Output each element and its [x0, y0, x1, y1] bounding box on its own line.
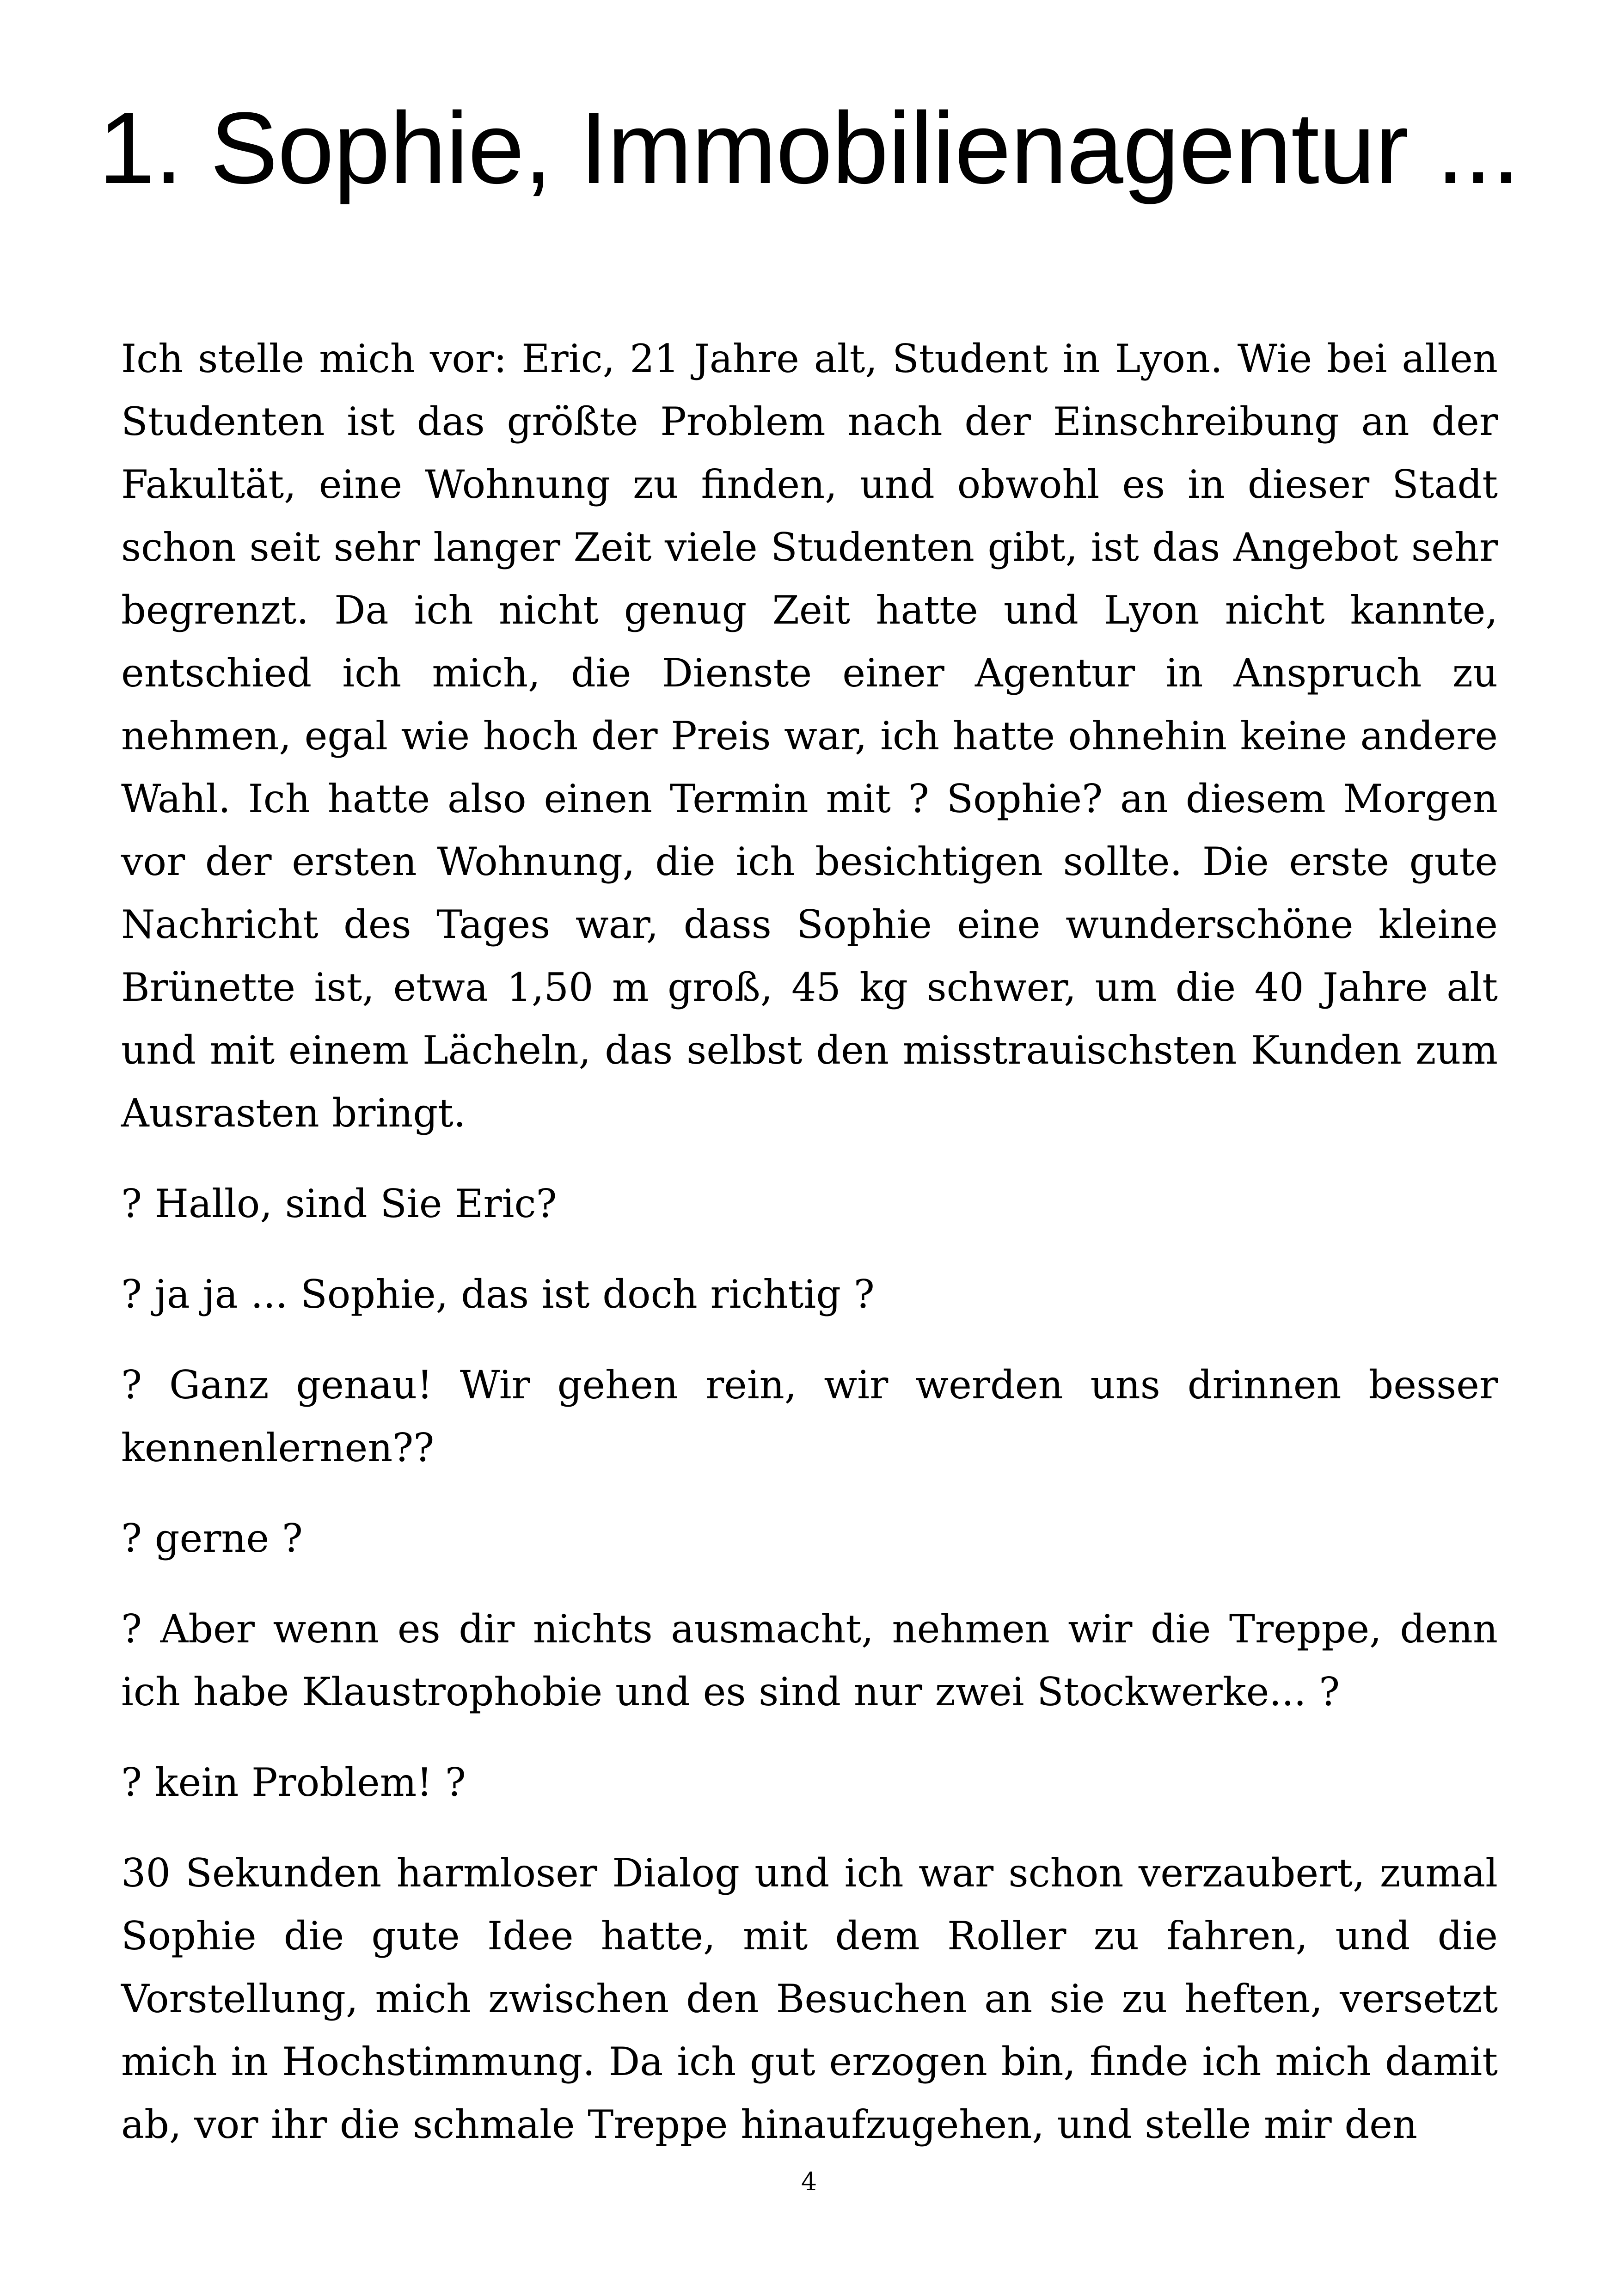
dialogue-line: ? kein Problem! ? — [121, 1760, 466, 1805]
body-text — [121, 327, 1498, 2184]
paragraph-intro: Ich stelle mich vor: Eric, 21 Jahre alt, Student in Lyon. Wie bei allen Studenten ist das größte Problem nach der Einschreibung an der Fakultät, eine Wohnung zu finden, und obwohl es in dieser Stadt schon seit sehr langer Zeit viele Studenten gibt, ist das Angebot sehr begrenzt. Da ich nicht genug Zeit hatte und Lyon nicht kannte, entschied ich mich, die Dienste einer Agentur in Anspruch zu nehmen, egal wie hoch der Preis war, ich hatte ohnehin keine andere Wahl. Ich hatte also einen Termin mit ? Sophie? an diesem Morgen vor der ersten Wohnung, die ich besichtigen sollte. Die erste gute Nachricht des Tages war, dass Sophie eine wunderschöne kleine Brünette ist, etwa 1,50 m groß, 45 kg schwer, um die 40 Jahre alt und mit einem Lächeln, das selbst den misstrauischsten Kunden zum Ausrasten bringt. — [121, 336, 1498, 1136]
dialogue-line: ? Hallo, sind Sie Eric? — [121, 1181, 557, 1226]
dialogue-line: ? Ganz genau! Wir gehen rein, wir werden uns drinnen besser kennenlernen?? — [121, 1362, 1498, 1470]
paragraph-continuation: 30 Sekunden harmloser Dialog und ich war schon verzaubert, zumal Sophie die gute Idee hatte, mit dem Roller zu fahren, und die Vorstellung, mich zwischen den Besuchen an sie zu heften, versetzt mich in Hochstimmung. Da ich gut erzogen bin, finde ich mich damit ab, vor ihr die schmale Treppe hinaufzugehen, und stelle mir den — [121, 1850, 1498, 2147]
page-number: 4 — [801, 2167, 817, 2196]
dialogue-line: ? Aber wenn es dir nichts ausmacht, nehmen wir die Treppe, denn ich habe Klaustrophobie und es sind nur zwei Stockwerke... ? — [121, 1606, 1498, 1714]
dialogue-line: ? gerne ? — [121, 1516, 303, 1561]
dialogue-line: ? ja ja ... Sophie, das ist doch richtig ? — [121, 1272, 875, 1317]
chapter-title: 1. Sophie, Immobilienagentur ... — [98, 91, 1520, 205]
